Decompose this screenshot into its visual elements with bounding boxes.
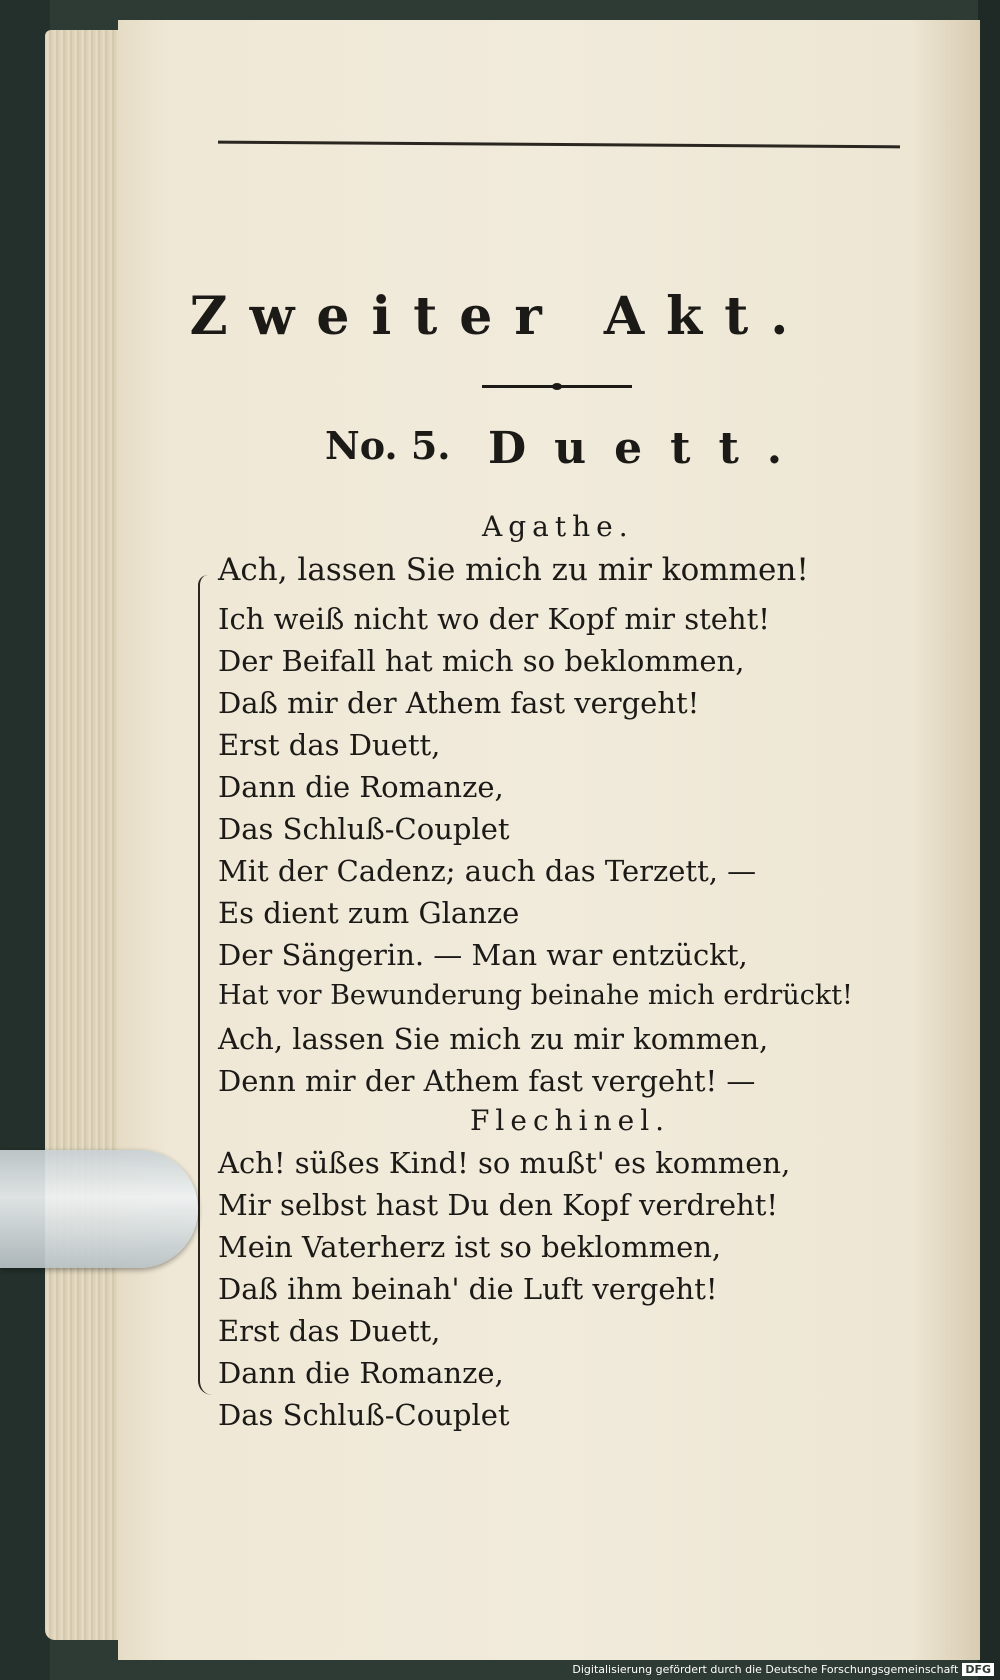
verse-line: Der Beifall hat mich so beklommen, [218, 644, 745, 678]
verse-line: Dann die Romanze, [218, 770, 504, 804]
verse-line: Das Schluß-Couplet [218, 812, 510, 846]
scan-background-left [0, 0, 50, 1680]
verse-line: Der Sängerin. — Man war entzückt, [218, 938, 748, 972]
verse-line: Erst das Duett, [218, 1314, 441, 1348]
scan-background-right [978, 0, 1000, 1680]
verse-line: Daß mir der Athem fast vergeht! [218, 686, 700, 720]
footer-credit [572, 1663, 994, 1676]
ornamental-rule [482, 385, 632, 388]
verse-line: Ach, lassen Sie mich zu mir kommen! [218, 552, 809, 588]
verse-line: Es dient zum Glanze [218, 896, 520, 930]
speaker-agathe: Agathe. [482, 510, 634, 543]
verse-line: Hat vor Bewunderung beinahe mich erdrückt! [218, 980, 853, 1011]
verse-line: Ach! süßes Kind! so mußt' es kommen, [218, 1146, 791, 1180]
verse-line: Das Schluß-Couplet [218, 1398, 510, 1432]
verse-line: Ich weiß nicht wo der Kopf mir steht! [218, 602, 770, 636]
verse-line: Mir selbst hast Du den Kopf verdreht! [218, 1188, 779, 1222]
dfg-logo: DFG [962, 1663, 994, 1676]
act-title: Zweiter Akt. [189, 286, 811, 347]
speaker-flechinel: Flechinel. [470, 1104, 671, 1137]
verse-line: Mein Vaterherz ist so beklommen, [218, 1230, 722, 1264]
piece-heading: Duett. [488, 423, 811, 474]
verse-line: Ach, lassen Sie mich zu mir kommen, [218, 1022, 769, 1056]
footer-text: Digitalisierung gefördert durch die Deutsche Forschungsgemeinschaft [572, 1663, 959, 1676]
verse-line: Mit der Cadenz; auch das Terzett, — [218, 854, 757, 888]
number-heading: No. 5. [325, 423, 451, 468]
verse-line: Denn mir der Athem fast vergeht! — [218, 1064, 756, 1098]
verse-line: Erst das Duett, [218, 728, 441, 762]
page-clip [0, 1150, 198, 1268]
verse-line: Daß ihm beinah' die Luft vergeht! [218, 1272, 718, 1306]
verse-bracket [198, 575, 214, 1395]
verse-line: Dann die Romanze, [218, 1356, 504, 1390]
